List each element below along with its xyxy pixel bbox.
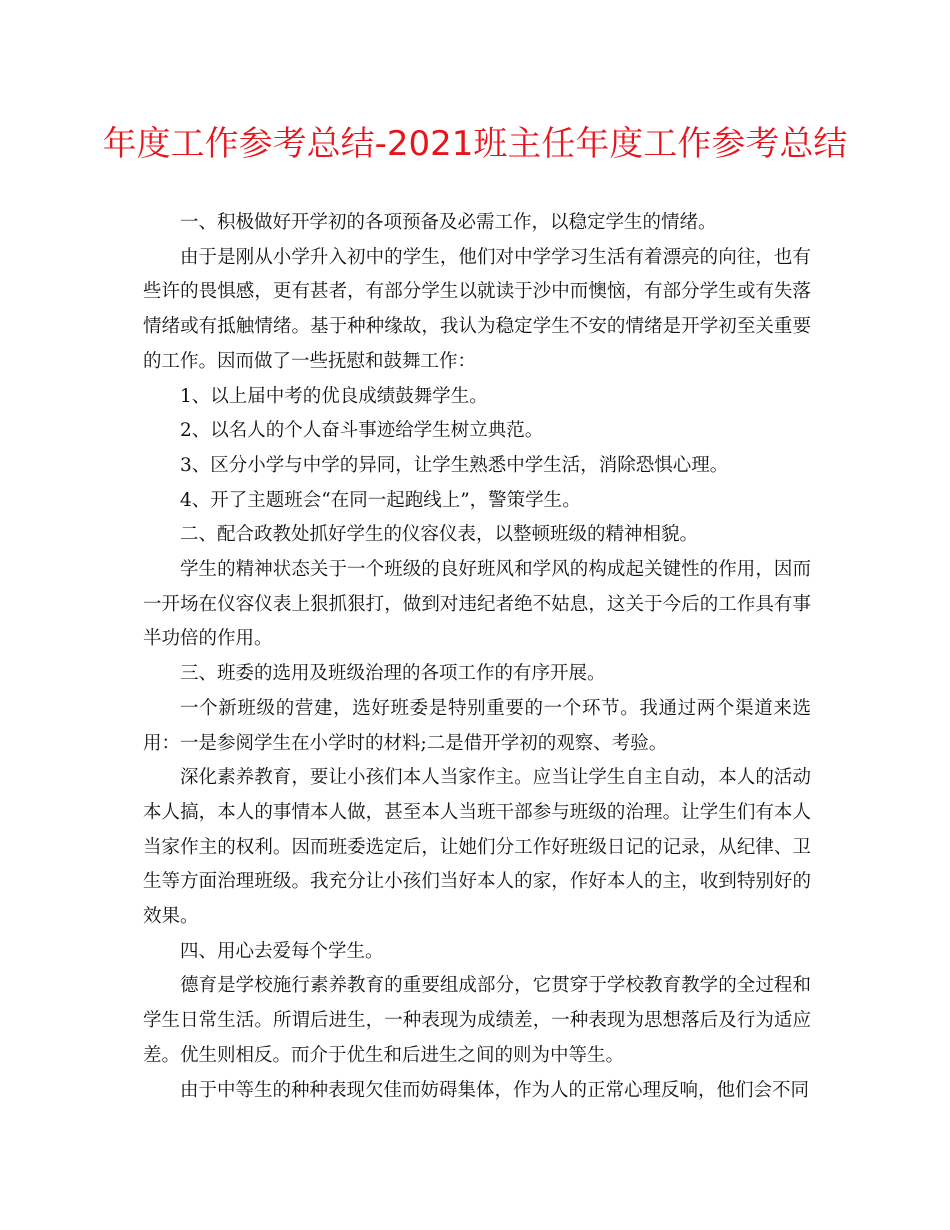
paragraph: 学生的精神状态关于一个班级的良好班风和学风的构成起关键性的作用，因而一开场在仪容仪表上狠抓狠打，做到对违纪者绝不姑息，这关于今后的工作具有事半功倍的作用。 — [143, 559, 811, 650]
paragraph: 四、用心去爱每个学生。 — [180, 940, 384, 962]
paragraph: 4、开了主题班会“在同一起跑线上”，警策学生。 — [180, 489, 581, 511]
paragraph: 德育是学校施行素养教育的重要组成部分，它贯穿于学校教育教学的全过程和学生日常生活。所谓后进生，一种表现为成绩差，一种表现为思想落后及行为适应差。优生则相反。而介于优生和后进生之间的则为中等生。 — [143, 975, 811, 1066]
document-body — [143, 206, 811, 1108]
paragraph: 一、积极做好开学初的各项预备及必需工作，以稳定学生的情绪。 — [180, 212, 717, 233]
paragraph: 二、配合政教处抓好学生的仪容仪表，以整顿班级的精神相貌。 — [180, 524, 699, 546]
paragraph: 由于中等生的种种表现欠佳而妨碍集体，作为人的正常心理反响，他们会不同 — [180, 1079, 810, 1101]
paragraph: 3、区分小学与中学的异同，让学生熟悉中学生活，消除恐惧心理。 — [180, 454, 729, 476]
paragraph: 2、以名人的个人奋斗事迹给学生树立典范。 — [180, 420, 544, 442]
paragraph: 1、以上届中考的优良成绩鼓舞学生。 — [180, 385, 488, 407]
document-title: 年度工作参考总结-2021班主任年度工作参考总结 — [102, 124, 848, 164]
paragraph: 三、班委的选用及班级治理的各项工作的有序开展。 — [180, 663, 606, 685]
paragraph: 深化素养教育，要让小孩们本人当家作主。应当让学生自主自动，本人的活动本人搞，本人的事情本人做，甚至本人当班干部参与班级的治理。让学生们有本人当家作主的权利。因而班委选定后，让她们分工作好班级日记的记录，从纪律、卫生等方面治理班级。我充分让小孩们当好本人的家，作好本人的主，收到特别好的效果。 — [143, 767, 811, 928]
paragraph: 一个新班级的营建，选好班委是特别重要的一个环节。我通过两个渠道来选用：一是参阅学生在小学时的材料;二是借开学初的观察、考验。 — [143, 697, 811, 754]
paragraph: 由于是刚从小学升入初中的学生，他们对中学学习生活有着漂亮的向往，也有些许的畏惧感，更有甚者，有部分学生以就读于沙中而懊恼，有部分学生或有失落情绪或有抵触情绪。基于种种缘故，我认为稳定学生不安的情绪是开学初至关重要的工作。因而做了一些抚慰和鼓舞工作： — [143, 246, 811, 372]
